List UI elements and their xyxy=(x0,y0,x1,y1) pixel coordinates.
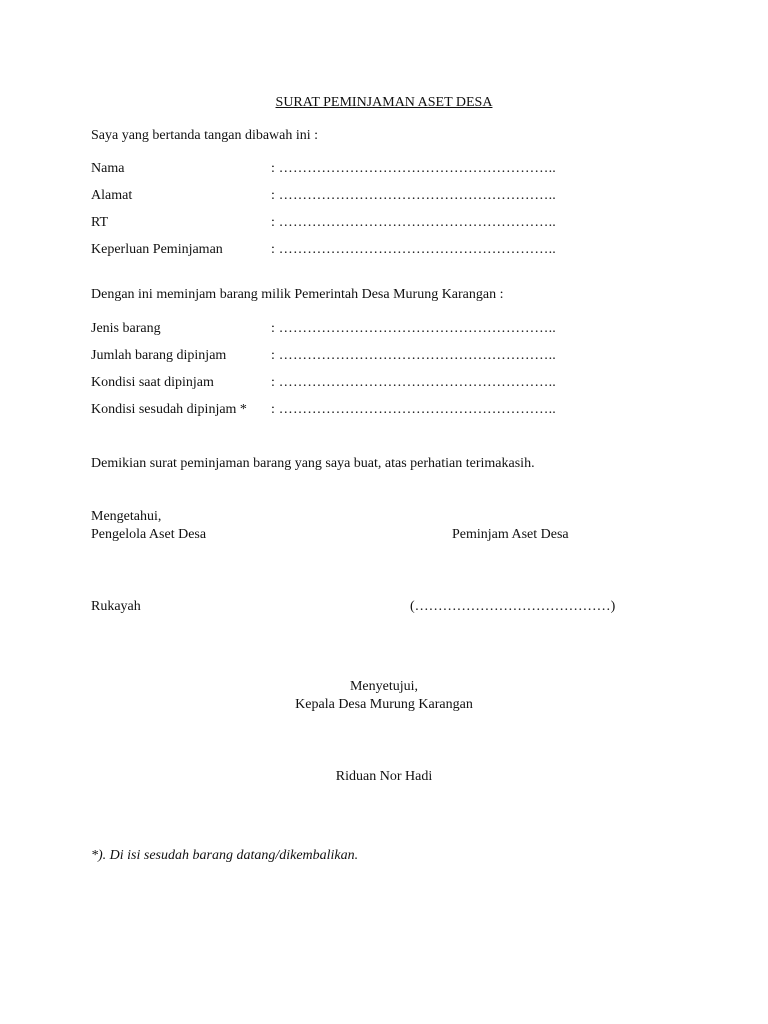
field-label-rt: RT xyxy=(91,215,109,230)
acknowledged-label: Mengetahui, xyxy=(91,509,162,524)
field-label-keperluan: Keperluan Peminjaman xyxy=(91,242,223,257)
borrower-name-blank: (……………………………………) xyxy=(410,599,616,614)
manager-name: Rukayah xyxy=(91,599,141,614)
field-label-jumlah-barang: Jumlah barang dipinjam xyxy=(91,348,227,363)
document-title: SURAT PEMINJAMAN ASET DESA xyxy=(275,95,493,110)
head-name: Riduan Nor Hadi xyxy=(335,769,433,784)
field-label-kondisi-saat: Kondisi saat dipinjam xyxy=(91,375,214,390)
field-blank-nama: : ………………………………………………….. xyxy=(271,161,556,176)
field-label-kondisi-sesudah: Kondisi sesudah dipinjam * xyxy=(91,402,247,417)
field-label-jenis-barang: Jenis barang xyxy=(91,321,161,336)
field-blank-kondisi-saat: : ………………………………………………….. xyxy=(271,375,556,390)
footnote: *). Di isi sesudah barang datang/dikembalikan. xyxy=(91,848,359,863)
field-blank-jumlah-barang: : ………………………………………………….. xyxy=(271,348,556,363)
field-blank-kondisi-sesudah: : ………………………………………………….. xyxy=(271,402,556,417)
intro-text: Saya yang bertanda tangan dibawah ini : xyxy=(91,128,319,143)
borrower-title: Peminjam Aset Desa xyxy=(452,527,569,542)
field-label-alamat: Alamat xyxy=(91,188,133,203)
manager-title: Pengelola Aset Desa xyxy=(91,527,207,542)
borrow-statement: Dengan ini meminjam barang milik Pemerintah Desa Murung Karangan : xyxy=(91,287,504,302)
field-blank-rt: : ………………………………………………….. xyxy=(271,215,556,230)
closing-statement: Demikian surat peminjaman barang yang saya buat, atas perhatian terimakasih. xyxy=(91,456,535,471)
field-blank-jenis-barang: : ………………………………………………….. xyxy=(271,321,556,336)
field-label-nama: Nama xyxy=(91,161,125,176)
approved-label: Menyetujui, xyxy=(349,679,419,694)
head-title: Kepala Desa Murung Karangan xyxy=(295,697,473,712)
field-blank-alamat: : ………………………………………………….. xyxy=(271,188,556,203)
field-blank-keperluan: : ………………………………………………….. xyxy=(271,242,556,257)
